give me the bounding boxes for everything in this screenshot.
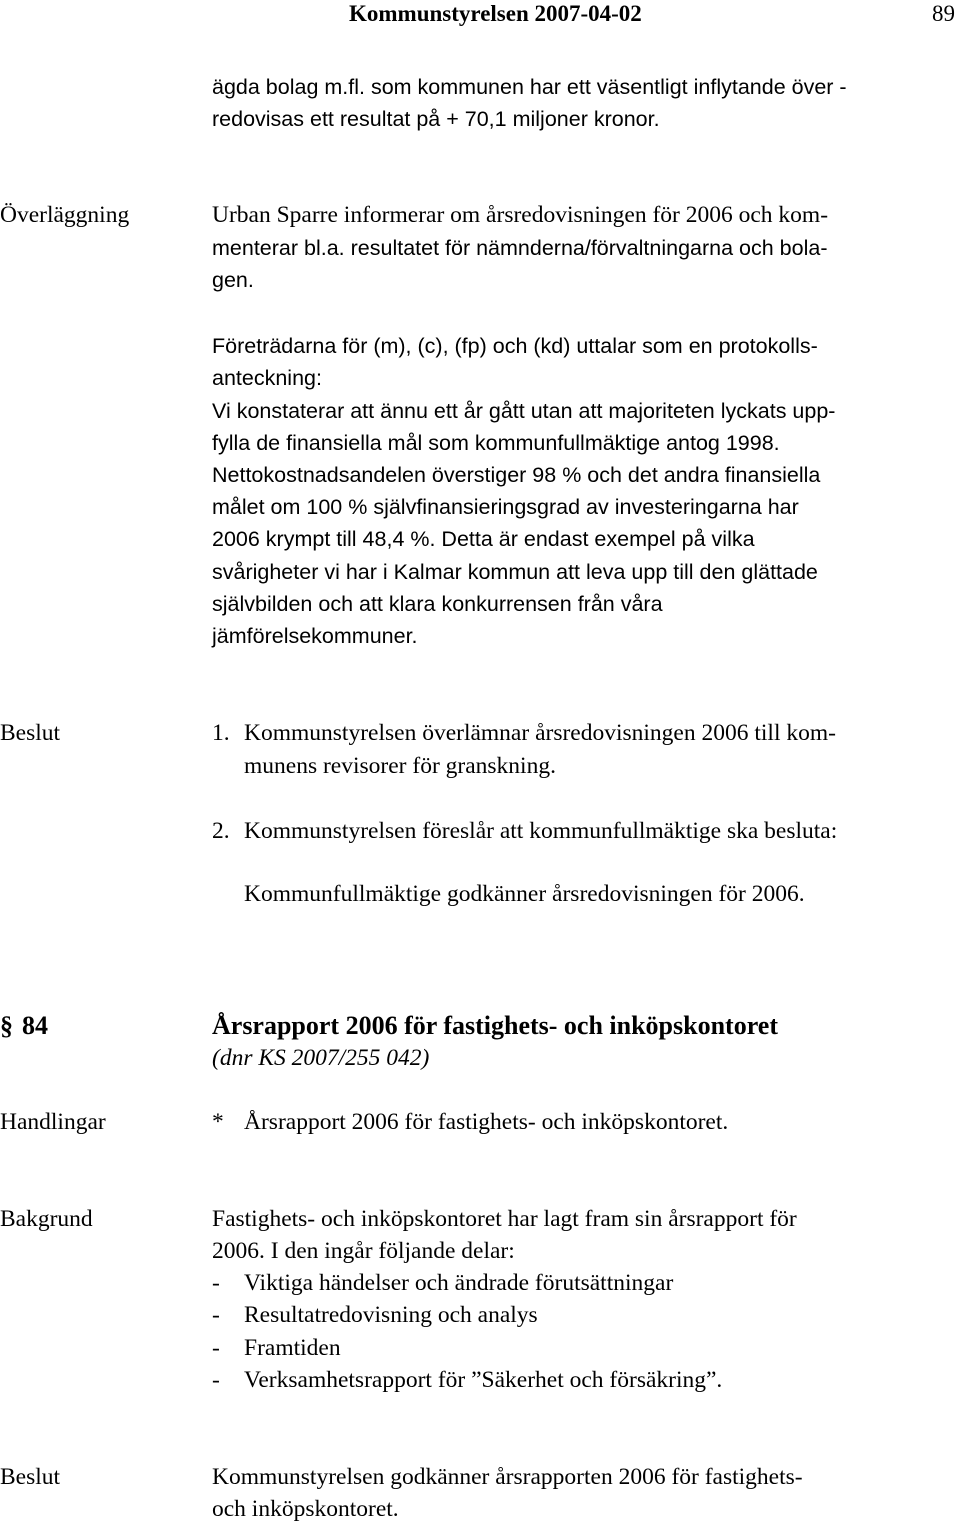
section-number: 84	[22, 1011, 48, 1040]
header-title: Kommunstyrelsen 2007-04-02	[349, 1, 642, 26]
protokoll-line: Nettokostnadsandelen överstiger 98 % och det andra finansiella	[212, 463, 821, 487]
beslut-item-line: Kommunstyrelsen föreslår att kommunfullmäktige ska besluta:	[244, 818, 838, 844]
list-item: Framtiden	[244, 1335, 341, 1361]
list-dash: -	[212, 1302, 220, 1328]
overlaggning-line: gen.	[212, 268, 254, 292]
overlaggning-line: Urban Sparre informerar om årsredovisningen för 2006 och kom-	[212, 202, 829, 228]
bakgrund-line: 2006. I den ingår följande delar:	[212, 1238, 515, 1264]
overlaggning-line: menterar bl.a. resultatet för nämnderna/förvaltningarna och bola-	[212, 236, 828, 260]
protokoll-line: Vi konstaterar att ännu ett år gått utan att majoriteten lyckats upp-	[212, 399, 836, 423]
protokoll-line: anteckning:	[212, 366, 322, 390]
overlaggning-label: Överläggning	[0, 202, 130, 228]
handlingar-bullet: *	[212, 1109, 224, 1135]
beslut-item-number: 2.	[212, 818, 230, 844]
protokoll-line: svårigheter vi har i Kalmar kommun att leva upp till den glättade	[212, 560, 818, 584]
beslut-line: och inköpskontoret.	[212, 1496, 399, 1522]
protokoll-line: 2006 krympt till 48,4 %. Detta är endast exempel på vilka	[212, 527, 755, 551]
beslut-label: Beslut	[0, 720, 61, 746]
protokoll-line: jämförelsekommuner.	[212, 624, 418, 648]
bakgrund-line: Fastighets- och inköpskontoret har lagt fram sin årsrapport för	[212, 1206, 797, 1232]
list-dash: -	[212, 1367, 220, 1393]
handlingar-label: Handlingar	[0, 1109, 106, 1135]
beslut-item-line: munens revisorer för granskning.	[244, 753, 556, 779]
protokoll-line: självbilden och att klara konkurrensen från våra	[212, 592, 663, 616]
list-item: Verksamhetsrapport för ”Säkerhet och försäkring”.	[244, 1367, 723, 1393]
list-item: Resultatredovisning och analys	[244, 1302, 538, 1328]
page-number: 89	[932, 1, 955, 26]
list-dash: -	[212, 1270, 220, 1296]
beslut-item-number: 1.	[212, 720, 230, 746]
list-item: Viktiga händelser och ändrade förutsättningar	[244, 1270, 674, 1296]
section-title: Årsrapport 2006 för fastighets- och inköpskontoret	[212, 1011, 778, 1040]
protokoll-line: målet om 100 % självfinansieringsgrad av investeringarna har	[212, 495, 799, 519]
protokoll-line: fylla de finansiella mål som kommunfullmäktige antog 1998.	[212, 431, 780, 455]
handlingar-item: Årsrapport 2006 för fastighets- och inköpskontoret.	[244, 1109, 729, 1135]
beslut-line: Kommunstyrelsen godkänner årsrapporten 2006 för fastighets-	[212, 1464, 803, 1490]
list-dash: -	[212, 1335, 220, 1361]
beslut-label: Beslut	[0, 1464, 61, 1490]
beslut-item-line: Kommunstyrelsen överlämnar årsredovisningen 2006 till kom-	[244, 720, 836, 746]
intro-line: redovisas ett resultat på + 70,1 miljoner kronor.	[212, 107, 660, 131]
protokoll-line: Företrädarna för (m), (c), (fp) och (kd) uttalar som en protokolls-	[212, 334, 818, 358]
section-dnr: (dnr KS 2007/255 042)	[212, 1045, 430, 1071]
section-symbol: §	[0, 1011, 13, 1040]
bakgrund-label: Bakgrund	[0, 1206, 93, 1232]
intro-line: ägda bolag m.fl. som kommunen har ett väsentligt inflytande över -	[212, 75, 847, 99]
beslut-proposal: Kommunfullmäktige godkänner årsredovisningen för 2006.	[244, 881, 805, 907]
